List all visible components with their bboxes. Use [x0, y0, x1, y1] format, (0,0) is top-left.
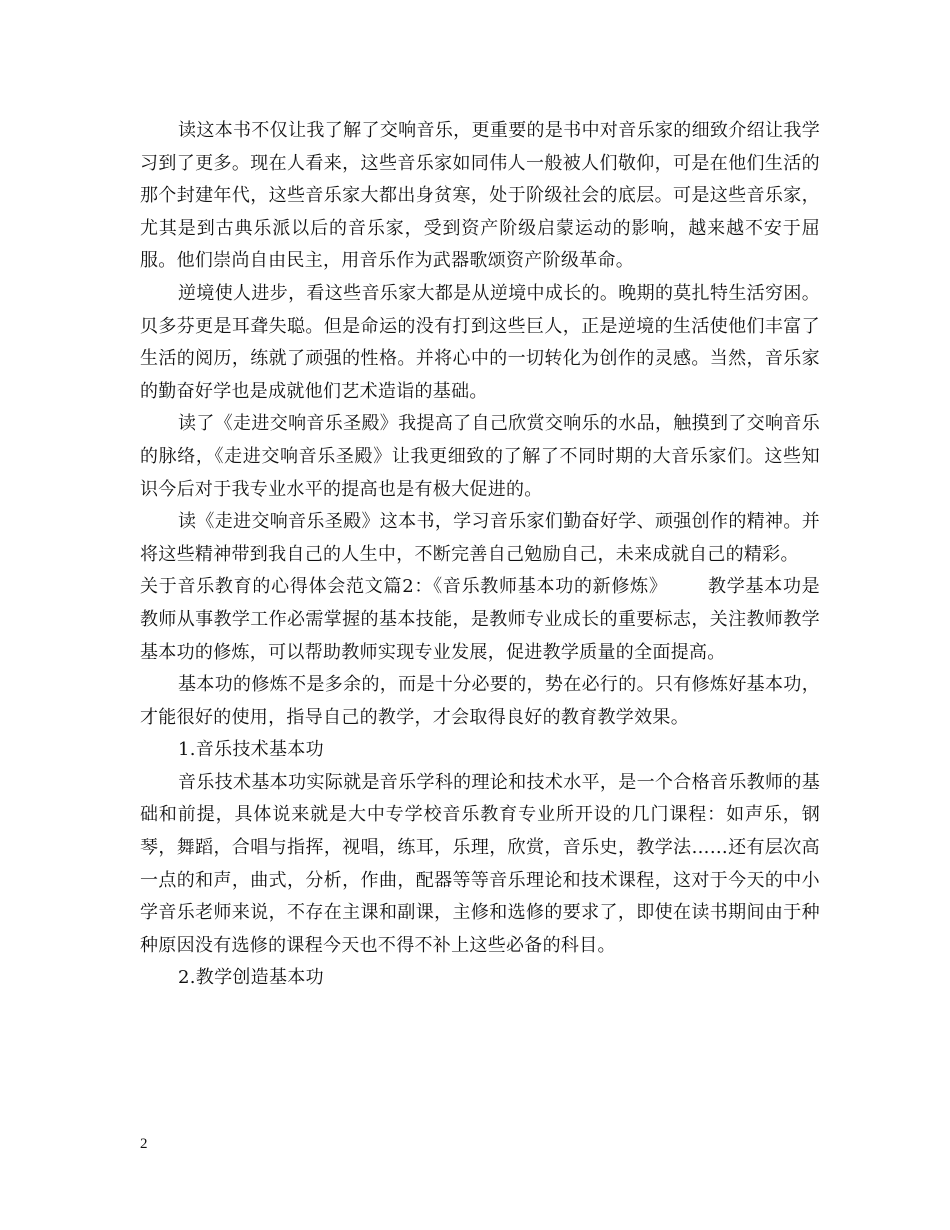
section-heading: 关于音乐教育的心得体会范文篇2：《音乐教师基本功的新修炼》 — [140, 576, 668, 598]
document-body — [140, 115, 820, 995]
paragraph-adversity: 逆境使人进步，看这些音乐家大都是从逆境中成长的。晚期的莫扎特生活穷困。贝多芬更是耳聋失聪。但是命运的没有打到这些巨人，正是逆境的生活使他们丰富了生活的阅历，练就了顽强的性格。并将心中的一切转化为创作的灵感。当然，音乐家的勤奋好学也是成就他们艺术造诣的基础。 — [140, 282, 820, 402]
paragraph-appreciation: 读了《走进交响音乐圣殿》我提高了自己欣赏交响乐的水品，触摸到了交响音乐的脉络，《走进交响音乐圣殿》让我更细致的了解了不同时期的大音乐家们。这些知识今后对于我专业水平的提高也是有极大促进的。 — [140, 413, 820, 500]
item1-body: 音乐技术基本功实际就是音乐学科的理论和技术水平，是一个合格音乐教师的基础和前提，具体说来就是大中专学校音乐教育专业所开设的几门课程：如声乐，钢琴，舞蹈，合唱与指挥，视唱，练耳，乐理，欣赏，音乐史，教学法……还有层次高一点的和声，曲式，分析，作曲，配器等等音乐理论和技术课程，这对于今天的中小学音乐老师来说，不存在主课和副课，主修和选修的要求了，即使在读书期间由于种种原因没有选修的课程今天也不得不补上这些必备的科目。 — [140, 771, 820, 956]
page-number: 2 — [140, 1136, 148, 1152]
item1-title: 1.音乐技术基本功 — [178, 739, 324, 761]
section-intro: 教学基本功是教师从事教学工作必需掌握的基本技能，是教师专业成长的重要标志，关注教师教学基本功的修炼，可以帮助教师实现专业发展，促进教学质量的全面提高。 — [140, 576, 820, 663]
item2-title: 2.教学创造基本功 — [178, 967, 324, 989]
section-paragraph — [140, 571, 820, 669]
paragraph-learning-spirit: 读《走进交响音乐圣殿》这本书，学习音乐家们勤奋好学、顽强创作的精神。并将这些精神带到我自己的人生中，不断完善自己勉励自己，未来成就自己的精彩。 — [140, 511, 820, 565]
paragraph-basic-skills: 基本功的修炼不是多余的，而是十分必要的，势在必行的。只有修炼好基本功，才能很好的使用，指导自己的教学，才会取得良好的教育教学效果。 — [140, 674, 820, 728]
paragraph-reading-reflection: 读这本书不仅让我了解了交响音乐，更重要的是书中对音乐家的细致介绍让我学习到了更多。现在人看来，这些音乐家如同伟人一般被人们敬仰，可是在他们生活的那个封建年代，这些音乐家大都出身贫寒，处于阶级社会的底层。可是这些音乐家，尤其是到古典乐派以后的音乐家，受到资产阶级启蒙运动的影响，越来越不安于屈服。他们崇尚自由民主，用音乐作为武器歌颂资产阶级革命。 — [140, 120, 820, 272]
